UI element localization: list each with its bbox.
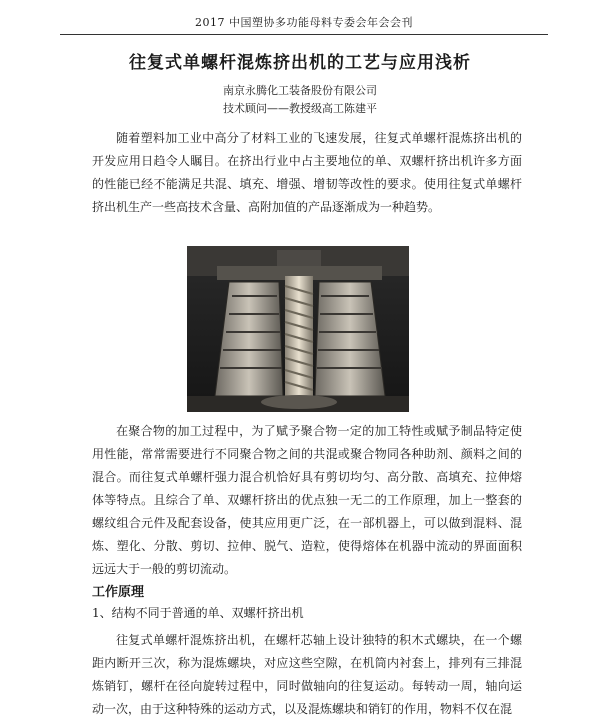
- compounding-paragraph: 在聚合物的加工过程中，为了赋予聚合物一定的加工特性或赋予制品特定使用性能，常常需要进行不同聚合物之间的共混或聚合物同各种助剂、颜料之间的混合。而往复式单螺杆强力混合机恰好具有剪切均匀、高分散、高填充、拉伸熔体等特点。且综合了单、双螺杆挤出的优点独一无二的工作原理，加上一整套的螺纹组合元件及配套设备，使其应用更广泛，在一部机器上，可以做到混料、混炼、塑化、分散、剪切、拉伸、脱气、造粒，使得熔体在机器中流动的界面面积远远大于一般的剪切流动。: [92, 424, 522, 576]
- extruder-photo: [187, 246, 409, 412]
- author-affiliation: 南京永腾化工装备股份有限公司: [223, 84, 377, 97]
- intro-paragraph: 随着塑料加工业中高分了材料工业的飞速发展，往复式单螺杆混炼挤出机的开发应用日趋令人瞩目。在挤出行业中占主要地位的单、双螺杆挤出机许多方面的性能已经不能满足共混、填充、增强、增韧等改性的要求。使用往复式单螺杆挤出机生产一些高技术含量、高附加值的产品逐渐成为一种趋势。: [92, 131, 522, 214]
- section-heading: 工作原理: [92, 585, 145, 600]
- article-title: 往复式单螺杆混炼挤出机的工艺与应用浅析: [129, 53, 471, 73]
- extruder-photo-illustration: [187, 246, 409, 412]
- principle-paragraph: 往复式单螺杆混炼挤出机，在螺杆芯轴上设计独特的积木式螺块，在一个螺距内断开三次，称为混炼螺块，对应这些空隙，在机筒内衬套上，排列有三排混炼销钉，螺杆在径向旋转过程中，同时做轴向的往复运动。每转动一周，轴向运动一次，由于这种特殊的运动方式，以及混炼螺块和销钉的作用，物料不仅在混: [92, 633, 522, 716]
- subsection-heading: 1、结构不同于普通的单、双螺杆挤出机: [92, 606, 304, 620]
- author-name: 技术顾问——教授级高工陈建平: [223, 102, 377, 115]
- running-header: 2017 中国塑协多功能母料专委会年会会刊: [60, 14, 548, 35]
